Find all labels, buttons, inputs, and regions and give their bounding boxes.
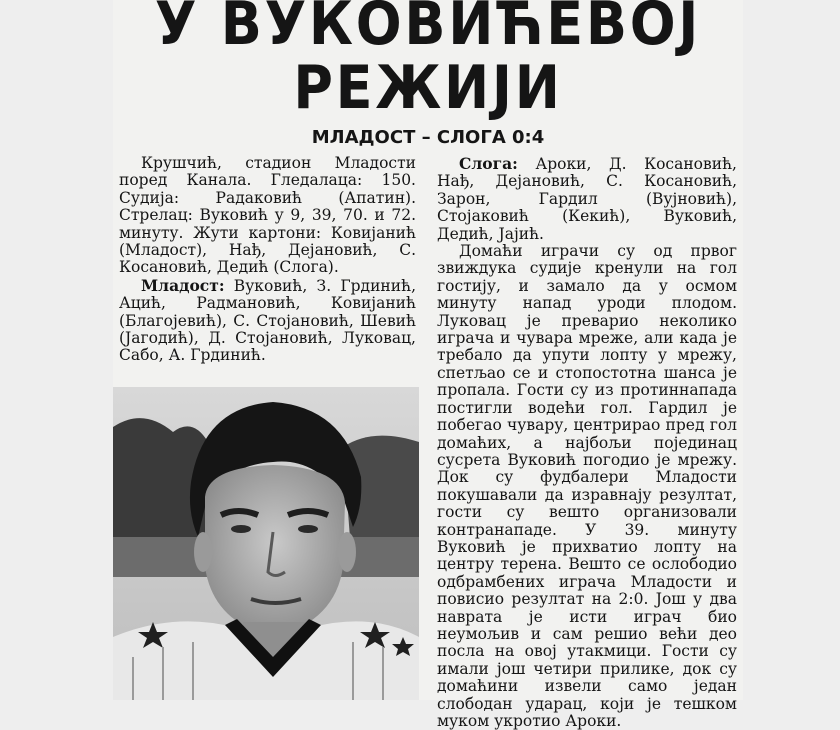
team-lineup-sloga: [437, 155, 737, 243]
team-label-mladost: Младост:: [141, 275, 225, 295]
headline-line-1: У ВУКОВИЋЕВОЈ: [154, 0, 702, 59]
right-column: [437, 155, 737, 730]
team-players-sloga: Ароки, Д. Косановић, Нађ, Дејановић, С. Косановић, Зарон, Гардил (Вујновић), Стојаковић (Кекић), Вуковић, Дедић, Јајић.: [437, 155, 737, 243]
headline-line-2: РЕЖИЈИ: [293, 53, 563, 123]
player-photo: [113, 387, 419, 700]
headline: [145, 0, 712, 123]
team-players-mladost: Вуковић, З. Грдинић, Ацић, Радмановић, Ковијанић (Благојевић), С. Стојановић, Шевић (Јагодић), Д. Стојановић, Луковац, Сабо, А. Грдинић.: [119, 276, 416, 365]
newspaper-clipping: [113, 0, 743, 730]
player-portrait-image: [113, 387, 419, 700]
match-report-paragraph: Домаћи играчи су од првог звиждука судије кренули на гол гостију, и замало да у осмом минуту напад уроди плодом. Луковац је преварио неколико играча и чувара мреже, али када је требало да упути лопту у мрежу, спетљао се и стопостотна шанса је пропала. Гости су из протиннапада постигли водећи гол. Гардил је побегао чувару, центрирао пред гол домаћих, а најбољи појединац сусрета Вуковић погодио је мрежу. Док су фудбалери Младости покушавали да изравнају резултат, гости су вешто организовали контранападе. У 39. минуту Вуковић је прихватио лопту на центру терена. Вешто се ослободио одбрамбених играча Младости и повисио резултат на 2:0. Још у два наврата је исти играч био неумољив и сам решио већи део посла на овој утакмици. Гости су имали још четири прилике, док су домаћини извели само један слободан ударац, који је тешком муком укротио Ароки.: [437, 242, 737, 730]
left-column: [119, 155, 416, 365]
team-label-sloga: Слога:: [459, 154, 518, 173]
team-lineup-mladost: [119, 277, 416, 365]
match-score-subhead: МЛАДОСТ – СЛОГА 0:4: [311, 127, 545, 148]
match-info-paragraph: Крушчић, стадион Младости поред Канала. Гледалаца: 150. Судија: Радаковић (Апатин). Стрелац: Вуковић у 9, 39, 70. и 72. минуту. Жути картони: Ковијанић (Младост), Нађ, Дејановић, С. Косановић, Дедић (Слога).: [119, 154, 416, 277]
